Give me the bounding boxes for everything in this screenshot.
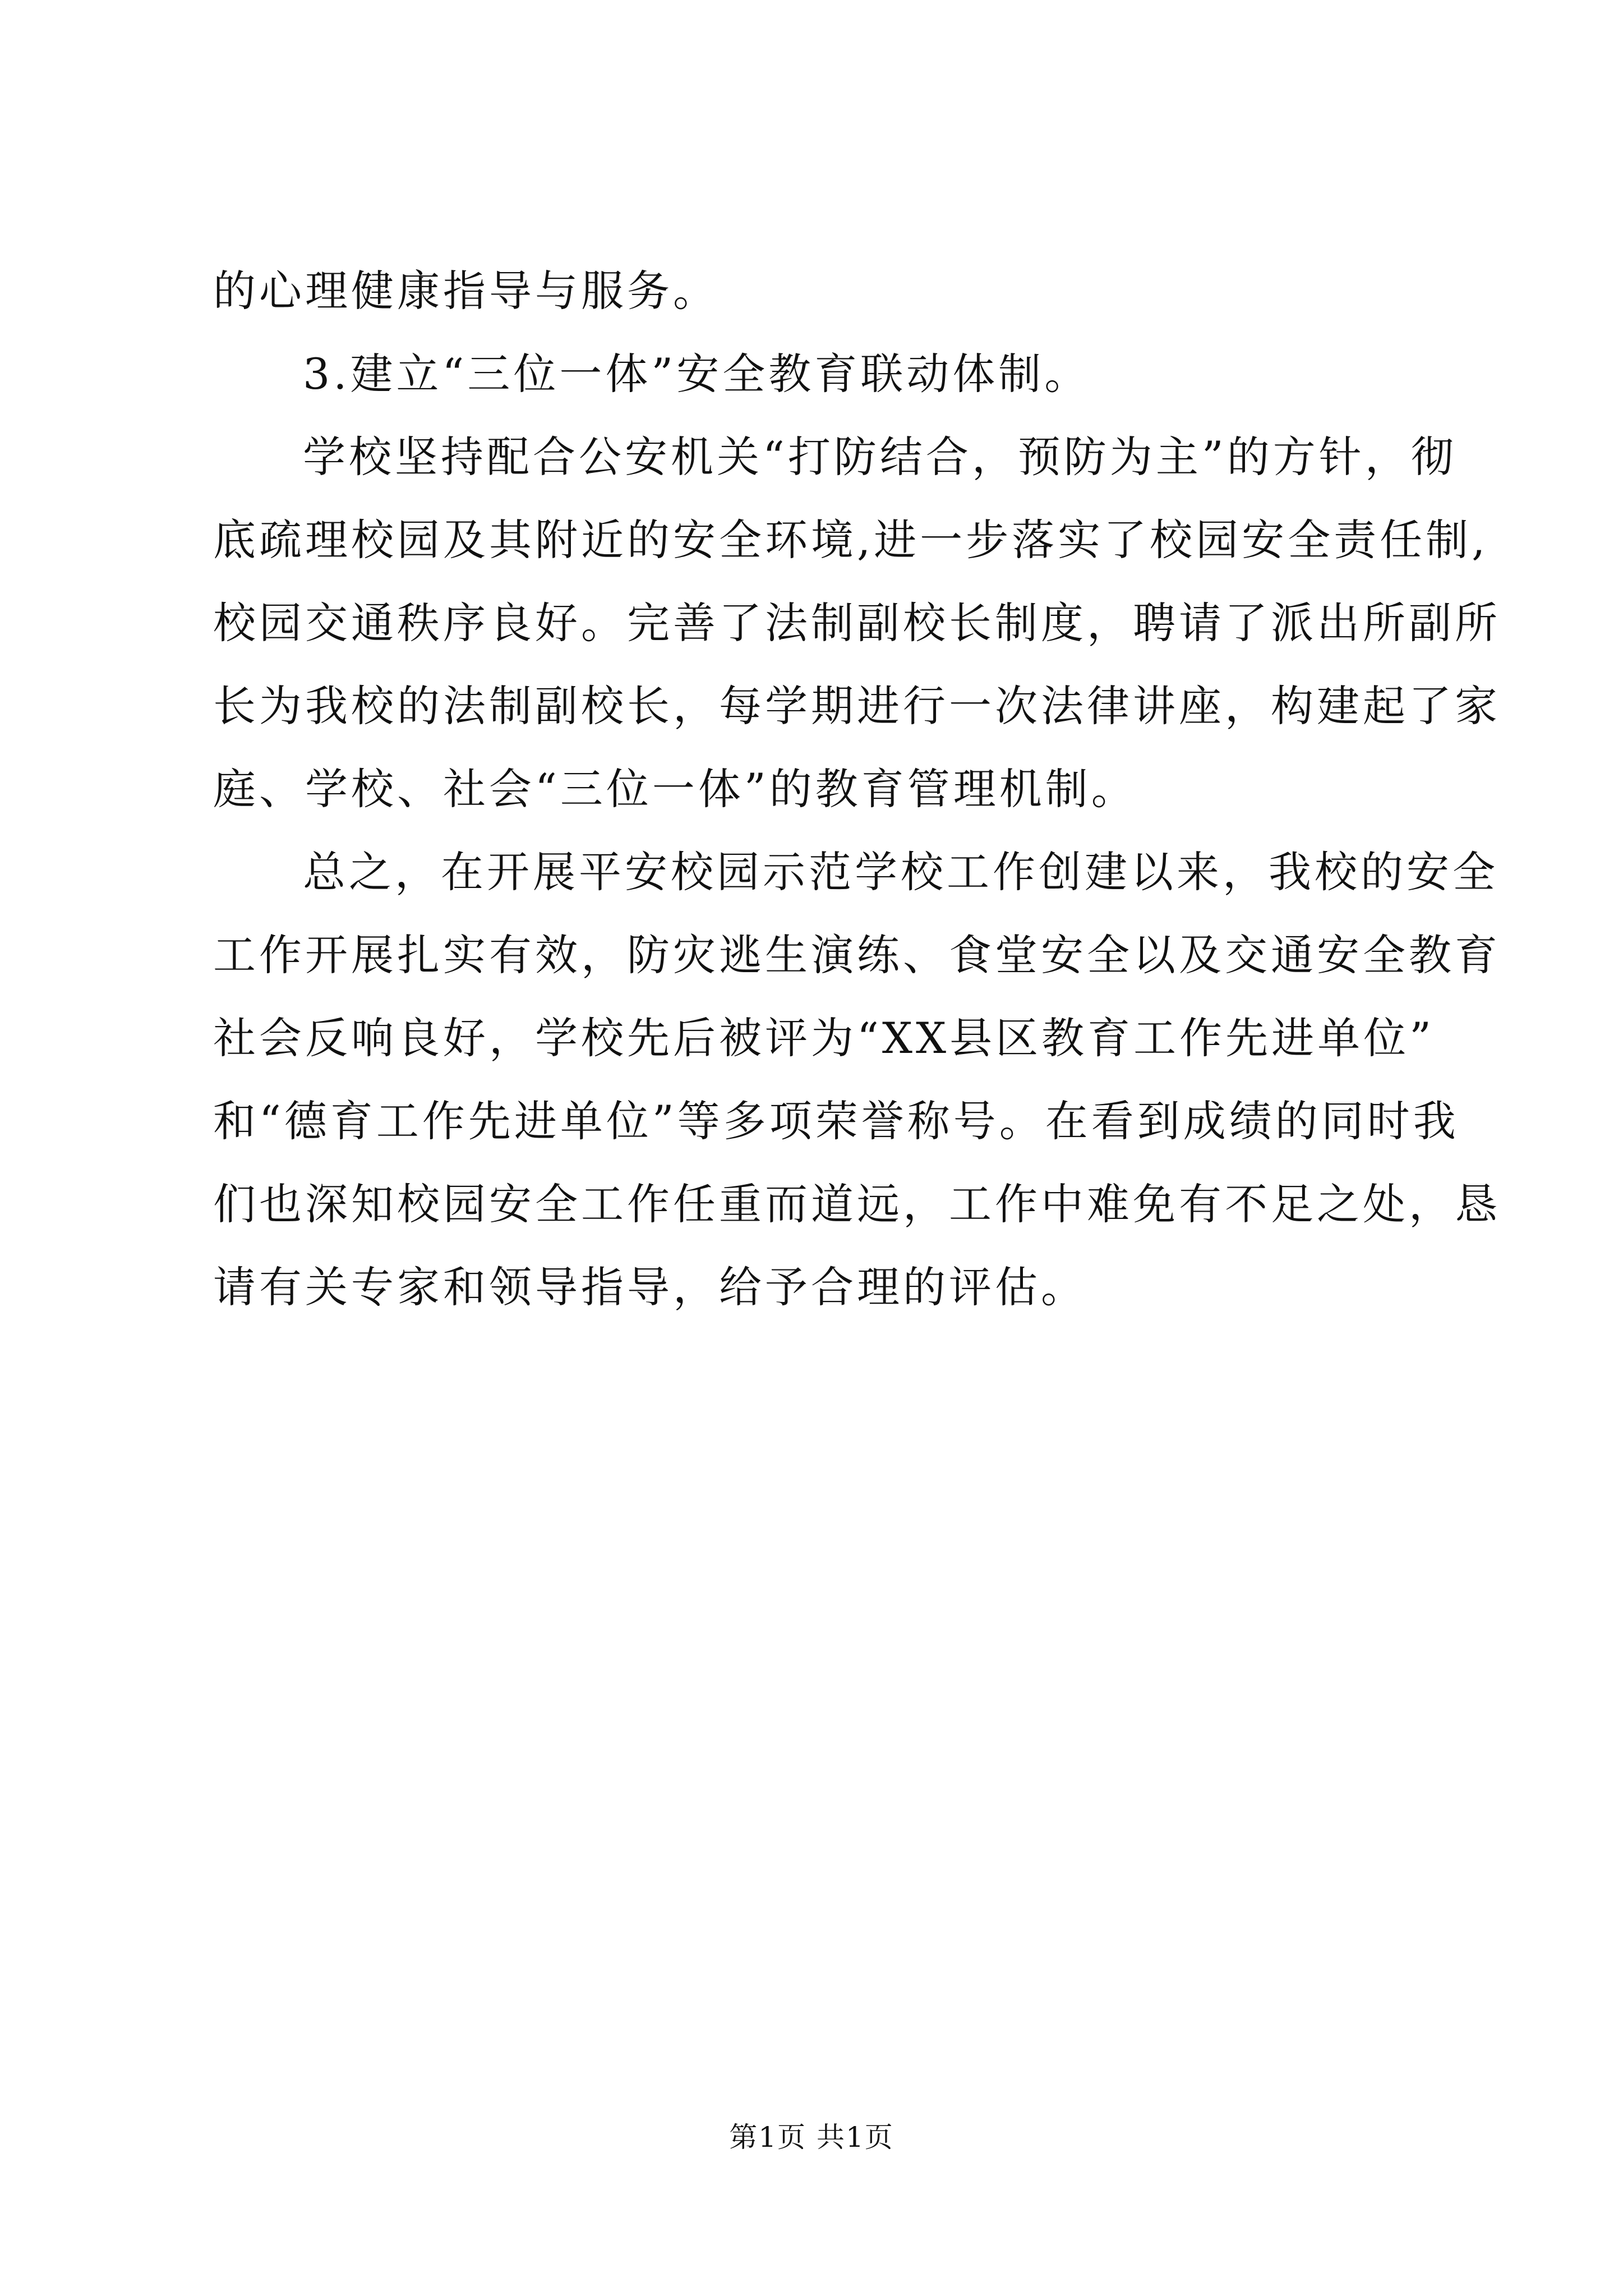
paragraph-4 [213, 831, 1501, 1329]
text-line: 校园交通秩序良好。完善了法制副校长制度，聘请了派出所副所 [213, 598, 1501, 648]
page-footer [0, 2118, 1623, 2157]
paragraph-1 [213, 250, 1413, 333]
text-line: 和“德育工作先进单位”等多项荣誉称号。在看到成绩的同时我 [213, 1096, 1459, 1146]
text-line: 请有关专家和领导指导，给予合理的评估。 [213, 1262, 1087, 1312]
document-body [213, 250, 1501, 1329]
page-number-label: 第1页 共1页 [729, 2121, 894, 2154]
text-line: 3.建立“三位一体”安全教育联动体制。 [303, 349, 1091, 399]
text-line: 总之，在开展平安校园示范学校工作创建以来，我校的安全 [303, 847, 1498, 897]
paragraph-2 [213, 333, 1413, 416]
paragraph-3 [213, 416, 1501, 831]
text-line: 工作开展扎实有效，防灾逃生演练、食堂安全以及交通安全教育 [213, 930, 1501, 980]
text-line: 底疏理校园及其附近的安全环境,进一步落实了校园安全责任制, [213, 515, 1489, 565]
text-line: 们也深知校园安全工作任重而道远，工作中难免有不足之处，恳 [213, 1179, 1501, 1229]
text-line: 的心理健康指导与服务。 [213, 266, 719, 316]
text-line: 长为我校的法制副校长，每学期进行一次法律讲座，构建起了家 [213, 681, 1501, 731]
text-line: 庭、学校、社会“三位一体”的教育管理机制。 [213, 764, 1137, 814]
text-line: 社会反响良好，学校先后被评为“XX县区教育工作先进单位” [213, 1013, 1435, 1063]
text-line: 学校坚持配合公安机关“打防结合，预防为主”的方针，彻 [303, 432, 1457, 482]
